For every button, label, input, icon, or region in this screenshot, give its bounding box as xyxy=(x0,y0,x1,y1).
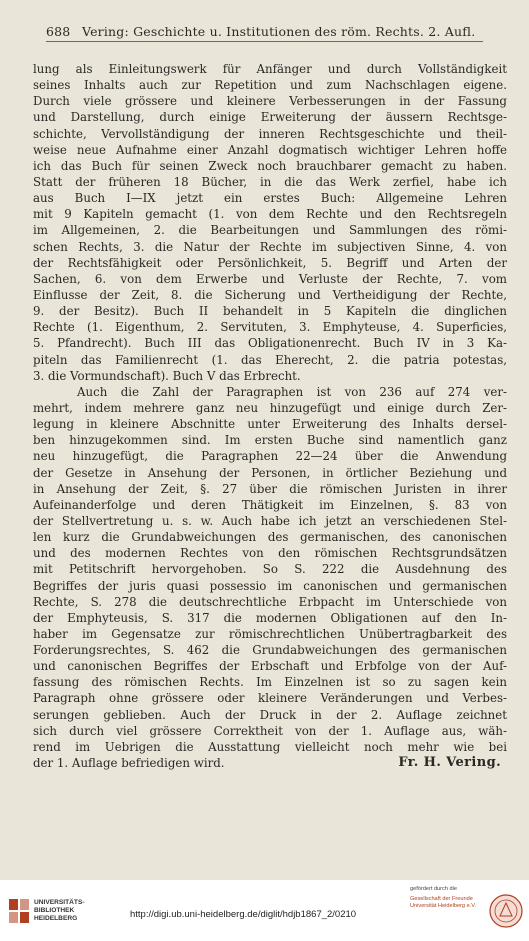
running-title: Vering: Geschichte u. Institutionen des röm. Rechts. 2. Aufl. xyxy=(82,24,476,39)
text-line-content: ich das Buch für seinen Zweck noch brauchbarer gemacht zu haben. xyxy=(33,158,507,173)
text-line-content: schen Rechts, 3. die Natur der Rechte im subjectiven Sinne, 4. von xyxy=(33,239,507,254)
text-line xyxy=(33,707,507,723)
text-line xyxy=(33,610,507,626)
sponsor-intro: gefördert durch die xyxy=(410,886,457,892)
text-line xyxy=(33,739,507,755)
text-line-content: Rechte, S. 278 die deutschrechtliche Erbpacht im Unterschiede von xyxy=(33,594,507,609)
text-line xyxy=(33,416,507,432)
text-line xyxy=(33,513,507,529)
sponsor-seal-icon xyxy=(489,894,523,928)
text-line-content: im Allgemeinen, 2. die Bearbeitungen und Sammlungen des römi- xyxy=(33,223,507,238)
text-line xyxy=(33,335,507,351)
text-line-content: rend im Uebrigen die Ausstattung vielleicht noch mehr wie bei xyxy=(33,739,507,754)
text-line-content: aus Buch I—IX jetzt ein erstes Buch: Allgemeine Lehren xyxy=(33,191,507,206)
text-line xyxy=(33,642,507,658)
text-line-content: lung als Einleitungswerk für Anfänger und durch Vollständigkeit xyxy=(33,62,507,76)
text-line xyxy=(33,626,507,642)
sponsor-organization: Gesellschaft der Freunde Universität Heidelberg e.V. xyxy=(410,896,477,909)
text-line-content: und canonischen Begriffes der Erbschaft und Erbfolge von der Auf- xyxy=(33,659,507,674)
text-line xyxy=(33,465,507,481)
text-line-content: haber im Gegensatze zur römischrechtlichen Unübertragbarkeit des xyxy=(33,626,507,641)
text-line xyxy=(33,561,507,577)
text-line xyxy=(33,158,507,174)
text-line xyxy=(33,303,507,319)
digitization-footer xyxy=(0,880,529,941)
text-line xyxy=(33,271,507,287)
text-line xyxy=(33,190,507,206)
text-line xyxy=(33,222,507,238)
body-text xyxy=(33,61,507,771)
text-line xyxy=(33,432,507,448)
text-line-content: 9. der Besitz). Buch II behandelt in 5 Kapiteln die dinglichen xyxy=(33,304,507,319)
text-line-content: und des modernen Rechtes von den römischen Rechtsgrundsätzen xyxy=(33,546,507,561)
text-line-content: piteln das Familienrecht (1. das Eherecht, 2. die patria potestas, xyxy=(33,352,507,367)
sponsor-note xyxy=(410,886,486,910)
text-line-content: fassung des römischen Rechts. Im Einzelnen ist so zu sagen kein xyxy=(33,675,507,690)
text-line xyxy=(33,142,507,158)
text-line-content: ben hinzugekommen sind. Im ersten Buche sind namentlich ganz xyxy=(33,433,507,448)
text-line xyxy=(33,545,507,561)
text-line-content: neu hinzugefügt, die Paragraphen 22—24 über die Anwendung xyxy=(33,449,507,464)
text-line-content: seines Inhalts auch zur Repetition und zum Nachschlagen eigene. xyxy=(33,78,507,93)
text-line-content: sich durch viel grössere Correktheit von der 1. Auflage aus, wäh- xyxy=(33,723,507,738)
text-line-content: der Rechtsfähigkeit oder Persönlichkeit, 5. Begriff und Arten der xyxy=(33,255,507,270)
text-line xyxy=(33,368,507,384)
text-line xyxy=(33,658,507,674)
text-line-content: mit 9 Kapiteln gemacht (1. von dem Rechte und den Rechtsregeln xyxy=(33,207,507,222)
text-line xyxy=(33,755,507,771)
text-line xyxy=(33,239,507,255)
text-line-content: der 1. Auflage befriedigen wird. xyxy=(33,756,225,771)
text-line-content: Auch die Zahl der Paragraphen ist von 236 auf 274 ver- xyxy=(77,384,507,399)
text-line xyxy=(33,319,507,335)
text-line-content: Aufeinanderfolge und deren Thätigkeit im Einzelnen, §. 83 von xyxy=(33,497,507,512)
text-line xyxy=(33,723,507,739)
text-line-content: len kurz die Grundabweichungen des germanischen, des canonischen xyxy=(33,530,507,545)
text-line-content: mehrt, indem mehrere ganz neu hinzugefügt und einige durch Zer- xyxy=(33,400,507,415)
text-line xyxy=(33,126,507,142)
text-line xyxy=(33,255,507,271)
text-line xyxy=(33,674,507,690)
text-line xyxy=(33,594,507,610)
text-line-content: Sachen, 6. von dem Erwerbe und Verluste der Rechte, 7. vom xyxy=(33,271,507,286)
text-line xyxy=(33,529,507,545)
university-library-logo-icon xyxy=(8,898,30,924)
text-line-content: der Emphyteusis, S. 317 die modernen Obligationen auf den In- xyxy=(33,610,507,625)
text-line-content: Einflusse der Zeit, 8. die Sicherung und Vertheidigung der Rechte, xyxy=(33,287,507,302)
text-line xyxy=(33,206,507,222)
text-line xyxy=(33,287,507,303)
text-line xyxy=(33,400,507,416)
text-line-content: serungen geblieben. Auch der Druck in der 2. Auflage zeichnet xyxy=(33,707,507,722)
text-line-content: und Darstellung, durch einige Erweiterung der äussern Rechtsge- xyxy=(33,110,507,125)
text-line-content: Paragraph ohne grössere oder kleinere Veränderungen und Verbes- xyxy=(33,691,507,706)
text-line-content: Statt der früheren 18 Bücher, in die das Werk zerfiel, habe ich xyxy=(33,174,507,189)
text-line xyxy=(33,352,507,368)
text-line-content: der Gesetze in Ansehung der Personen, in örtlicher Beziehung und xyxy=(33,465,507,480)
text-line xyxy=(33,497,507,513)
text-line xyxy=(33,578,507,594)
permalink-url[interactable]: http://digi.ub.uni-heidelberg.de/diglit/hdjb1867_2/0210 xyxy=(130,909,357,920)
text-line xyxy=(33,384,507,400)
header-rule xyxy=(46,41,483,42)
text-line xyxy=(33,61,507,77)
text-line xyxy=(33,93,507,109)
running-header xyxy=(46,24,483,39)
text-line xyxy=(33,109,507,125)
text-line-content: Rechte (1. Eigenthum, 2. Servituten, 3. Emphyteuse, 4. Superficies, xyxy=(33,320,507,335)
text-line xyxy=(33,481,507,497)
text-line-content: in Ansehung der Zeit, §. 27 über die römischen Juristen in ihrer xyxy=(33,481,507,496)
page-number: 688 xyxy=(46,24,71,39)
text-line-content: 5. Pfandrecht). Buch III das Obligationenrecht. Buch IV in 3 Ka- xyxy=(33,336,507,351)
author-signature: Fr. H. Vering. xyxy=(398,755,501,771)
text-line-content: der Stellvertretung u. s. w. Auch habe ich jetzt an verschiedenen Stel- xyxy=(33,513,507,528)
text-line-content: weise neue Aufnahme einer Anzahl dogmatisch wichtiger Lehren hoffe xyxy=(33,142,507,157)
text-line xyxy=(33,690,507,706)
text-line-content: 3. die Vormundschaft). Buch V das Erbrecht. xyxy=(33,368,301,383)
text-line-content: schichte, Vervollständigung der inneren Rechtsgeschichte und theil- xyxy=(33,126,507,141)
text-line-content: legung in kleinere Abschnitte unter Erweiterung des Inhalts dersel- xyxy=(33,417,507,432)
text-line-content: mit Petitschrift hervorgehoben. So S. 222 die Ausdehnung des xyxy=(33,562,507,577)
text-line xyxy=(33,77,507,93)
text-line-content: Begriffes der juris quasi possessio im canonischen und germanischen xyxy=(33,578,507,593)
text-line-content: Forderungsrechtes, S. 462 die Grundabweichungen des germanischen xyxy=(33,643,507,658)
library-name: UNIVERSITÄTS- BIBLIOTHEK HEIDELBERG xyxy=(34,899,85,922)
text-line-content: Durch viele grössere und kleinere Verbesserungen in der Fassung xyxy=(33,94,507,109)
text-line xyxy=(33,174,507,190)
text-line xyxy=(33,448,507,464)
